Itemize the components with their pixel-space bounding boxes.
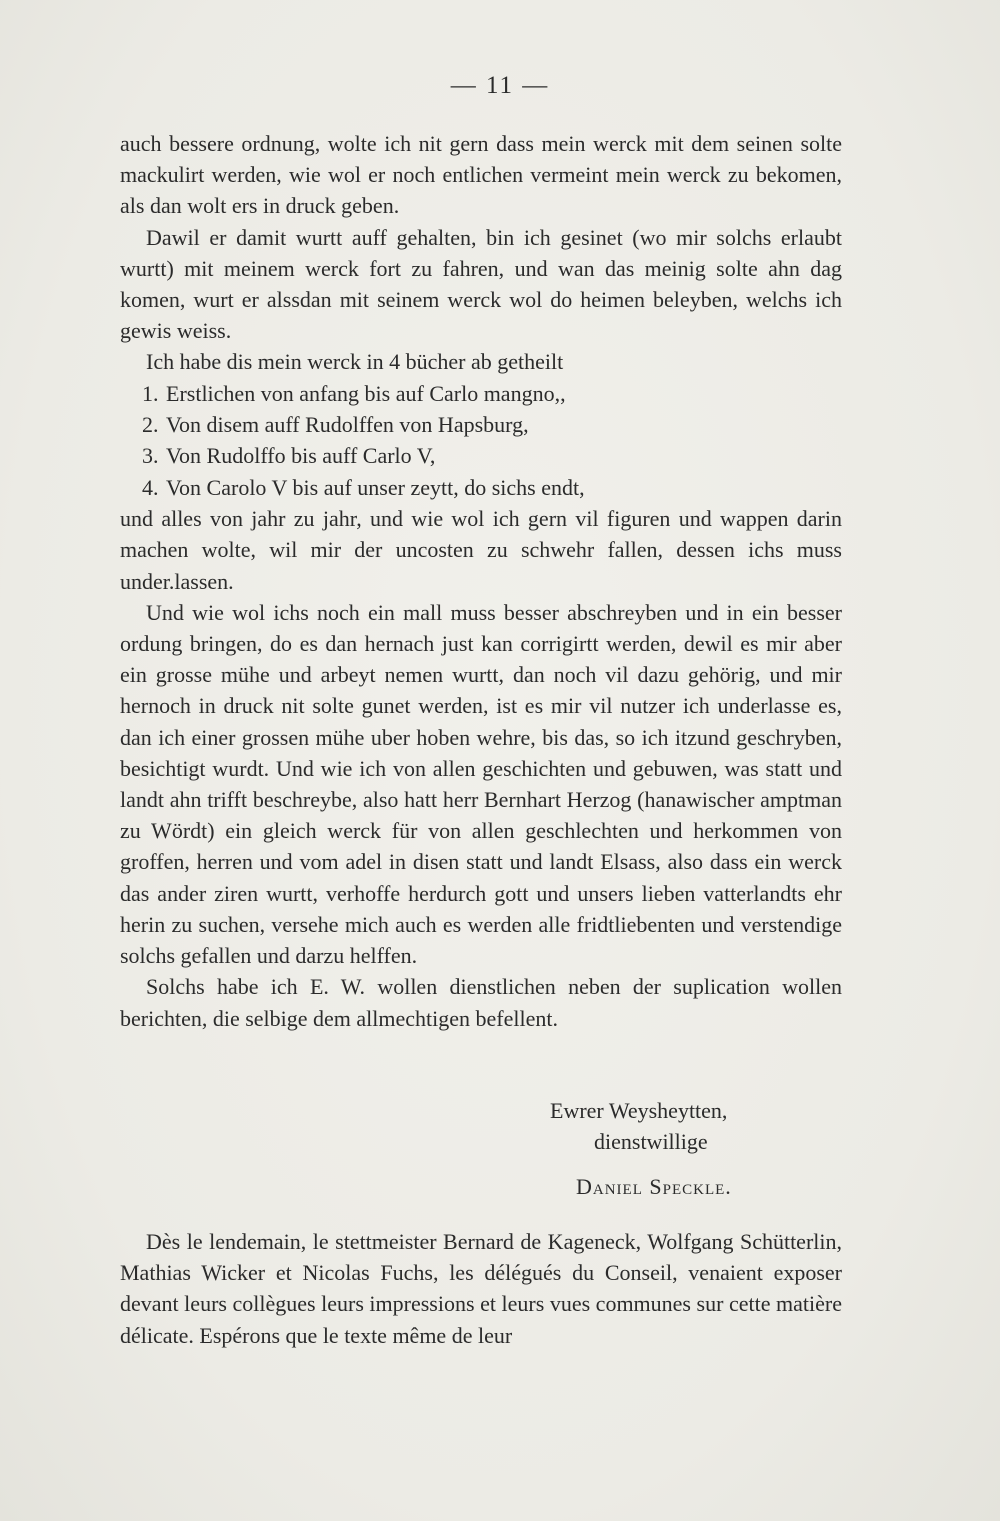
page-number: — 11 — — [450, 72, 550, 99]
signature-salutation: Ewrer Weysheytten, — [550, 1098, 728, 1123]
book-list — [120, 378, 842, 504]
signature-closing: dienstwillige — [594, 1129, 708, 1154]
paragraph: Dawil er damit wurtt auff gehalten, bin ich gesinet (wo mir solchs erlaubt wurtt) mit meinem werck fort zu fahren, und wan das meinig solte ahn dag komen, wurt er alssdan mit seinem werck wol do heimen beleyben, welchs ich gewis weiss. — [120, 224, 842, 344]
list-item-text: Von Rudolffo bis auff Carlo V, — [166, 443, 436, 469]
list-item-number: 3. — [142, 443, 159, 469]
list-item — [142, 378, 842, 409]
list-item-text: Erstlichen von anfang bis auf Carlo mangno,, — [166, 380, 566, 406]
list-item — [142, 440, 842, 471]
list-item — [142, 472, 842, 503]
list-item-number: 2. — [142, 412, 159, 438]
signature-name: Daniel Speckle. — [576, 1174, 732, 1199]
list-item-number: 1. — [142, 380, 159, 406]
list-item-text: Von disem auff Rudolffen von Hapsburg, — [166, 412, 529, 438]
paragraph: Solchs habe ich E. W. wollen dienstlichen neben der suplication wollen berichten, die selbige dem allmechtigen befellent. — [120, 974, 842, 1031]
paragraph: Ich habe dis mein werck in 4 bücher ab getheilt — [146, 349, 564, 375]
list-item — [142, 409, 842, 440]
paragraph: auch bessere ordnung, wolte ich nit gern dass mein werck mit dem seinen solte mackulirt werden, wie wol er noch entlichen vermeint mein werck zu bekomen, als dan wolt ers in druck geben. — [120, 131, 842, 219]
paragraph: Und wie wol ichs noch ein mall muss besser abschreyben und in ein besser ordung bringen, do es dan hernach just kan corrigirtt werden, dewil es mir aber ein grosse mühe und arbeyt nemen wurtt, dan noch vil dazu gehörig, und mir hernoch in druck nit solte gunet werden, ist es mir vil nutzer ich underlasse es, dan ich einer grossen mühe uber hoben wehre, bis das, so ich itzund geschryben, besichtigt wurdt. Und wie ich von allen geschichten und gebuwen, was statt und landt ahn trifft beschreybe, also hatt herr Bernhart Herzog (hanawischer amptman zu Wördt) ein gleich werck für von allen geschlechten und herkommen von groffen, herren und vom adel in disen statt und landt Elsass, also dass ein werck das ander ziren wurtt, verhoffe herdurch gott und unsers lieben vatterlandts ehr herin zu suchen, versehe mich auch es werden alle fridtliebenten und verstendige solchs gefallen und darzu helffen. — [120, 599, 842, 969]
list-item-text: Von Carolo V bis auf unser zeytt, do sichs endt, — [166, 474, 585, 500]
letter-body — [120, 128, 842, 1034]
paragraph: und alles von jahr zu jahr, und wie wol ich gern vil figuren und wappen darin machen wolte, wil mir der uncosten zu schwehr fallen, dessen ichs muss under.lassen. — [120, 506, 842, 594]
commentary-body — [120, 1226, 842, 1351]
list-item-number: 4. — [142, 474, 159, 500]
paragraph: Dès le lendemain, le stettmeister Bernard de Kageneck, Wolfgang Schütterlin, Mathias Wicker et Nicolas Fuchs, les délégués du Conseil, venaient exposer devant leurs collègues leurs impressions et leurs vues communes sur cette matière délicate. Espérons que le texte même de leur — [120, 1229, 842, 1348]
